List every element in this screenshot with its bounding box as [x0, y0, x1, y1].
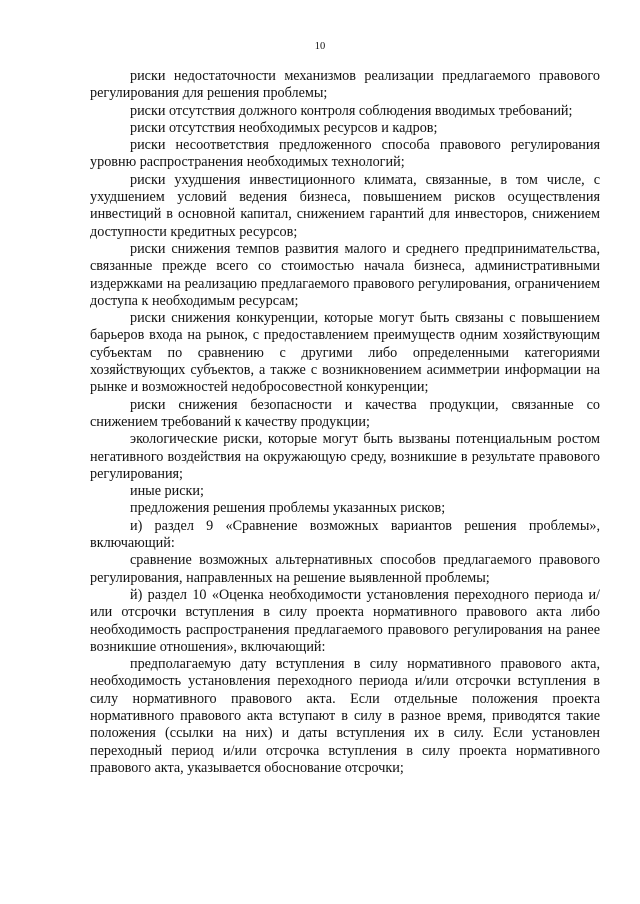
paragraph: предложения решения проблемы указанных рисков;: [130, 500, 446, 517]
document-body: [90, 68, 600, 777]
paragraph: иные риски;: [130, 483, 204, 500]
paragraph: риски снижения конкуренции, которые могут быть связаны с повышением барьеров входа на рынок, с предоставлением преимуществ одним хозяйствующим субъектам по сравнению с другими либо определенными категориями хозяйствующих субъектов, а также с возникновением асимметрии информации на рынке и возможностей недобросовестной конкуренции;: [90, 310, 600, 396]
paragraph: риски недостаточности механизмов реализации предлагаемого правового регулирования для решения проблемы;: [90, 68, 600, 102]
paragraph: риски снижения темпов развития малого и среднего предпринимательства, связанные прежде всего со стоимостью начала бизнеса, административными издержками на реализацию предлагаемого правового регулирования, ограничением доступа к необходимым ресурсам;: [90, 240, 600, 309]
paragraph: сравнение возможных альтернативных способов предлагаемого правового регулирования, направленных на решение выявленной проблемы;: [90, 552, 600, 586]
paragraph: экологические риски, которые могут быть вызваны потенциальным ростом негативного воздействия на окружающую среду, возникшие в результате правового регулирования;: [90, 431, 600, 482]
paragraph: и) раздел 9 «Сравнение возможных вариантов решения проблемы», включающий:: [90, 517, 600, 552]
paragraph: предполагаемую дату вступления в силу нормативного правового акта, необходимость установления переходного периода и/или отсрочки вступления в силу нормативного правового акта. Если отдельные положения проекта нормативного правового акта вступают в силу в разное время, приводятся такие положения (ссылки на них) и даты вступления их в силу. Если установлен переходный период и/или отсрочка вступления в силу проекта нормативного правового акта, указывается обоснование отсрочки;: [90, 656, 600, 776]
page-number: 10: [314, 41, 326, 52]
paragraph: риски отсутствия должного контроля соблюдения вводимых требований;: [130, 102, 573, 119]
paragraph: риски ухудшения инвестиционного климата, связанные, в том числе, с ухудшением условий ведения бизнеса, повышением рисков осуществления инвестиций в основной капитал, снижением гарантий для инвесторов, снижением доступности кредитных ресурсов;: [90, 171, 600, 240]
paragraph: й) раздел 10 «Оценка необходимости установления переходного периода и/или отсрочки вступления в силу проекта нормативного правового акта либо необходимость распространения предлагаемого правового регулирования на ранее возникшие отношения», включающий:: [90, 586, 600, 655]
paragraph: риски снижения безопасности и качества продукции, связанные со снижением требований к качеству продукции;: [90, 396, 600, 430]
paragraph: риски несоответствия предложенного способа правового регулирования уровню распространения необходимых технологий;: [90, 137, 600, 171]
paragraph: риски отсутствия необходимых ресурсов и кадров;: [130, 119, 438, 136]
